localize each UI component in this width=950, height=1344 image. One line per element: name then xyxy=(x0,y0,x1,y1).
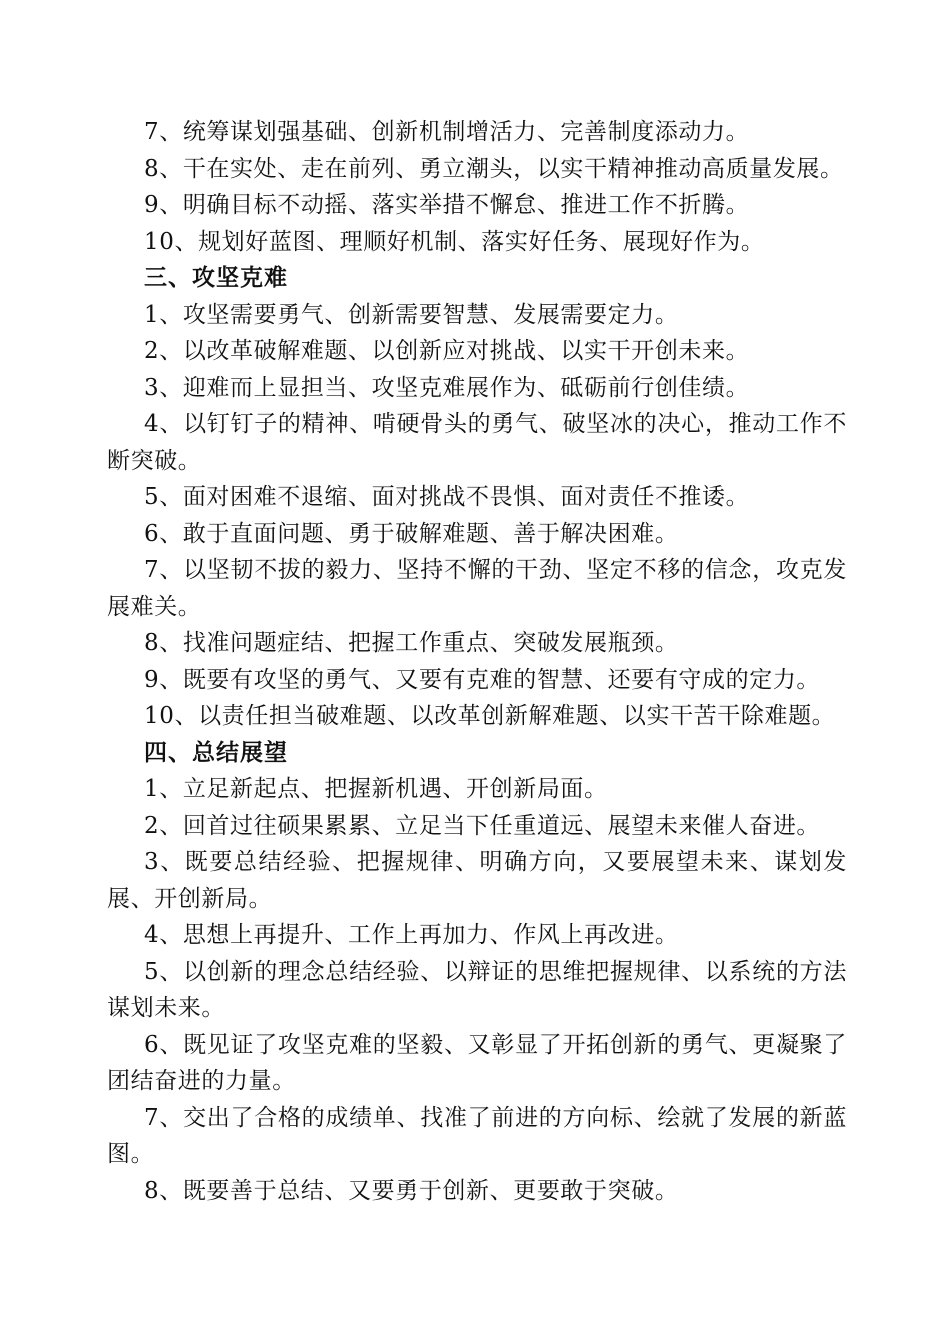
list-item: 10、规划好蓝图、理顺好机制、落实好任务、展现好作为。 xyxy=(144,228,765,255)
list-item: 1、攻坚需要勇气、创新需要智慧、发展需要定力。 xyxy=(144,301,679,328)
list-item: 1、立足新起点、把握新机遇、开创新局面。 xyxy=(144,776,608,802)
list-item: 2、以改革破解难题、以创新应对挑战、以实干开创未来。 xyxy=(144,338,750,364)
list-item: 8、找准问题症结、把握工作重点、突破发展瓶颈。 xyxy=(144,630,679,656)
list-item: 4、以钉钉子的精神、啃硬骨头的勇气、破坚冰的决心，推动工作不断突破。 xyxy=(107,411,847,474)
list-item: 3、既要总结经验、把握规律、明确方向，又要展望未来、谋划发展、开创新局。 xyxy=(107,849,847,912)
list-item: 3、迎难而上显担当、攻坚克难展作为、砥砺前行创佳绩。 xyxy=(144,374,750,401)
list-item: 7、以坚韧不拔的毅力、坚持不懈的干劲、坚定不移的信念，攻克发展难关。 xyxy=(107,557,847,620)
list-item: 7、交出了合格的成绩单、找准了前进的方向标、绘就了发展的新蓝图。 xyxy=(107,1104,847,1167)
list-item: 5、以创新的理念总结经验、以辩证的思维把握规律、以系统的方法谋划未来。 xyxy=(107,958,847,1021)
section-heading: 四、总结展望 xyxy=(144,739,288,766)
list-item: 4、思想上再提升、工作上再加力、作风上再改进。 xyxy=(144,922,679,948)
list-item: 2、回首过往硕果累累、立足当下任重道远、展望未来催人奋进。 xyxy=(144,812,821,839)
list-item: 10、以责任担当破难题、以改革创新解难题、以实干苦干除难题。 xyxy=(144,703,836,729)
list-item: 8、既要善于总结、又要勇于创新、更要敢于突破。 xyxy=(144,1177,679,1204)
list-item: 7、统筹谋划强基础、创新机制增活力、完善制度添动力。 xyxy=(144,119,750,145)
list-item: 6、既见证了攻坚克难的坚毅、又彰显了开拓创新的勇气、更凝聚了团结奋进的力量。 xyxy=(107,1031,847,1094)
document-page xyxy=(107,114,847,1209)
list-item: 6、敢于直面问题、勇于破解难题、善于解决困难。 xyxy=(144,520,679,547)
list-item: 9、既要有攻坚的勇气、又要有克难的智慧、还要有守成的定力。 xyxy=(144,666,821,693)
list-item: 8、干在实处、走在前列、勇立潮头，以实干精神推动高质量发展。 xyxy=(144,155,844,182)
section-heading: 三、攻坚克难 xyxy=(144,265,288,291)
list-item: 5、面对困难不退缩、面对挑战不畏惧、面对责任不推诿。 xyxy=(144,484,750,510)
list-item: 9、明确目标不动摇、落实举措不懈怠、推进工作不折腾。 xyxy=(144,192,750,218)
